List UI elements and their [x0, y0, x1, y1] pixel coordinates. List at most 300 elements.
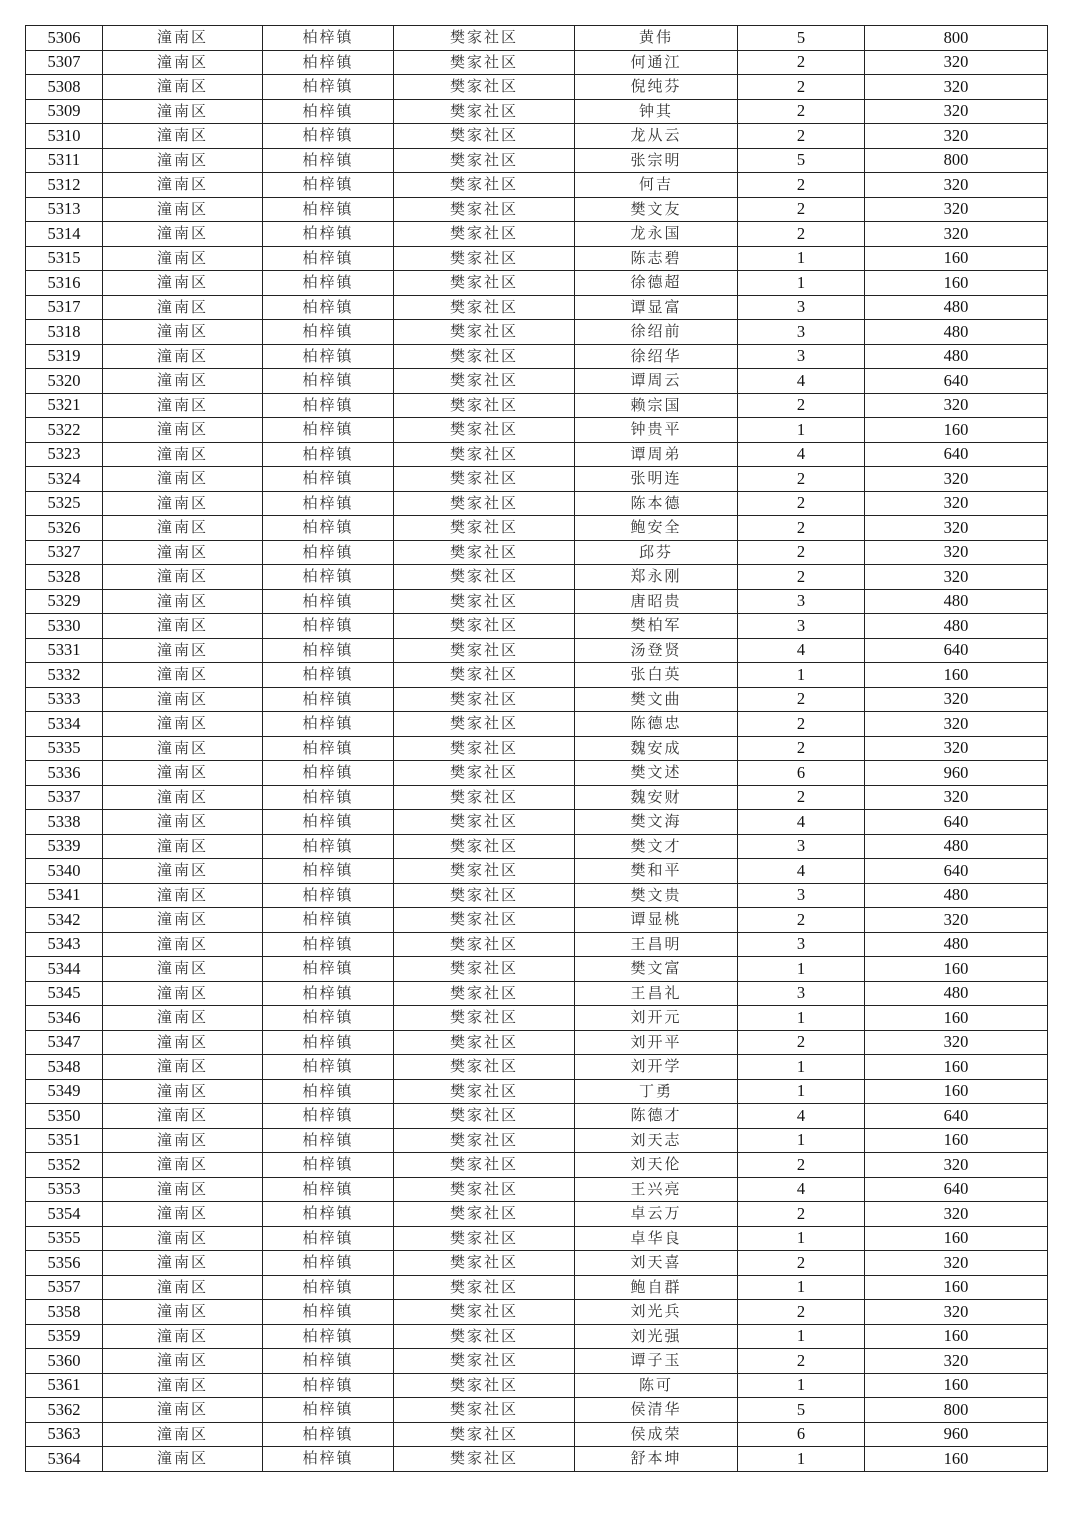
- amount-cell: 160: [865, 1055, 1048, 1080]
- row-number-cell: 5345: [26, 981, 103, 1006]
- district-cell: 潼南区: [103, 1447, 263, 1472]
- table-row: [26, 834, 1048, 859]
- community-cell: 樊家社区: [394, 271, 575, 296]
- household-count-cell: 3: [738, 320, 865, 345]
- town-cell: 柏梓镇: [263, 810, 394, 835]
- household-count-cell: 1: [738, 957, 865, 982]
- community-cell: 樊家社区: [394, 246, 575, 271]
- table-row: [26, 1251, 1048, 1276]
- household-count-cell: 4: [738, 1177, 865, 1202]
- district-cell: 潼南区: [103, 173, 263, 198]
- table-row: [26, 344, 1048, 369]
- amount-cell: 480: [865, 589, 1048, 614]
- community-cell: 樊家社区: [394, 1153, 575, 1178]
- town-cell: 柏梓镇: [263, 26, 394, 51]
- name-cell: 刘天伦: [575, 1153, 738, 1178]
- table-row: [26, 859, 1048, 884]
- household-count-cell: 2: [738, 1153, 865, 1178]
- name-cell: 魏安成: [575, 736, 738, 761]
- table-row: [26, 589, 1048, 614]
- name-cell: 鲍自群: [575, 1275, 738, 1300]
- household-count-cell: 1: [738, 1226, 865, 1251]
- household-count-cell: 2: [738, 1202, 865, 1227]
- district-cell: 潼南区: [103, 540, 263, 565]
- row-number-cell: 5335: [26, 736, 103, 761]
- row-number-cell: 5352: [26, 1153, 103, 1178]
- household-count-cell: 2: [738, 197, 865, 222]
- amount-cell: 320: [865, 173, 1048, 198]
- row-number-cell: 5323: [26, 442, 103, 467]
- town-cell: 柏梓镇: [263, 467, 394, 492]
- row-number-cell: 5338: [26, 810, 103, 835]
- district-cell: 潼南区: [103, 1177, 263, 1202]
- household-count-cell: 1: [738, 246, 865, 271]
- table-row: [26, 393, 1048, 418]
- table-row: [26, 271, 1048, 296]
- town-cell: 柏梓镇: [263, 565, 394, 590]
- district-cell: 潼南区: [103, 712, 263, 737]
- table-row: [26, 908, 1048, 933]
- town-cell: 柏梓镇: [263, 75, 394, 100]
- table-row: [26, 418, 1048, 443]
- district-cell: 潼南区: [103, 1153, 263, 1178]
- town-cell: 柏梓镇: [263, 1349, 394, 1374]
- town-cell: 柏梓镇: [263, 1275, 394, 1300]
- table-row: [26, 883, 1048, 908]
- community-cell: 樊家社区: [394, 393, 575, 418]
- amount-cell: 160: [865, 1128, 1048, 1153]
- row-number-cell: 5318: [26, 320, 103, 345]
- town-cell: 柏梓镇: [263, 1030, 394, 1055]
- district-cell: 潼南区: [103, 1202, 263, 1227]
- town-cell: 柏梓镇: [263, 418, 394, 443]
- town-cell: 柏梓镇: [263, 491, 394, 516]
- town-cell: 柏梓镇: [263, 589, 394, 614]
- table-row: [26, 1006, 1048, 1031]
- community-cell: 樊家社区: [394, 344, 575, 369]
- row-number-cell: 5327: [26, 540, 103, 565]
- table-body: [26, 26, 1048, 1472]
- row-number-cell: 5330: [26, 614, 103, 639]
- amount-cell: 480: [865, 344, 1048, 369]
- row-number-cell: 5329: [26, 589, 103, 614]
- amount-cell: 320: [865, 516, 1048, 541]
- row-number-cell: 5320: [26, 369, 103, 394]
- name-cell: 侯清华: [575, 1398, 738, 1423]
- name-cell: 刘天志: [575, 1128, 738, 1153]
- district-cell: 潼南区: [103, 344, 263, 369]
- amount-cell: 160: [865, 957, 1048, 982]
- amount-cell: 320: [865, 908, 1048, 933]
- community-cell: 樊家社区: [394, 736, 575, 761]
- name-cell: 何吉: [575, 173, 738, 198]
- town-cell: 柏梓镇: [263, 932, 394, 957]
- town-cell: 柏梓镇: [263, 638, 394, 663]
- district-cell: 潼南区: [103, 810, 263, 835]
- table-row: [26, 981, 1048, 1006]
- household-count-cell: 2: [738, 785, 865, 810]
- table-row: [26, 1055, 1048, 1080]
- name-cell: 钟贵平: [575, 418, 738, 443]
- district-cell: 潼南区: [103, 1251, 263, 1276]
- district-cell: 潼南区: [103, 26, 263, 51]
- district-cell: 潼南区: [103, 883, 263, 908]
- name-cell: 樊文富: [575, 957, 738, 982]
- table-row: [26, 148, 1048, 173]
- row-number-cell: 5325: [26, 491, 103, 516]
- name-cell: 刘开平: [575, 1030, 738, 1055]
- amount-cell: 320: [865, 1153, 1048, 1178]
- town-cell: 柏梓镇: [263, 516, 394, 541]
- row-number-cell: 5328: [26, 565, 103, 590]
- name-cell: 刘开学: [575, 1055, 738, 1080]
- community-cell: 樊家社区: [394, 712, 575, 737]
- household-count-cell: 1: [738, 1324, 865, 1349]
- town-cell: 柏梓镇: [263, 1079, 394, 1104]
- community-cell: 樊家社区: [394, 565, 575, 590]
- name-cell: 王昌礼: [575, 981, 738, 1006]
- household-count-cell: 2: [738, 1300, 865, 1325]
- table-row: [26, 1202, 1048, 1227]
- district-cell: 潼南区: [103, 418, 263, 443]
- district-cell: 潼南区: [103, 687, 263, 712]
- name-cell: 张白英: [575, 663, 738, 688]
- household-count-cell: 3: [738, 981, 865, 1006]
- household-count-cell: 3: [738, 344, 865, 369]
- table-row: [26, 761, 1048, 786]
- row-number-cell: 5331: [26, 638, 103, 663]
- district-cell: 潼南区: [103, 491, 263, 516]
- name-cell: 钟其: [575, 99, 738, 124]
- district-cell: 潼南区: [103, 442, 263, 467]
- row-number-cell: 5361: [26, 1373, 103, 1398]
- district-cell: 潼南区: [103, 124, 263, 149]
- amount-cell: 480: [865, 883, 1048, 908]
- row-number-cell: 5319: [26, 344, 103, 369]
- district-cell: 潼南区: [103, 99, 263, 124]
- name-cell: 陈德忠: [575, 712, 738, 737]
- name-cell: 王兴亮: [575, 1177, 738, 1202]
- table-row: [26, 99, 1048, 124]
- town-cell: 柏梓镇: [263, 1398, 394, 1423]
- community-cell: 樊家社区: [394, 442, 575, 467]
- district-cell: 潼南区: [103, 1104, 263, 1129]
- town-cell: 柏梓镇: [263, 736, 394, 761]
- district-cell: 潼南区: [103, 197, 263, 222]
- name-cell: 樊文曲: [575, 687, 738, 712]
- town-cell: 柏梓镇: [263, 1104, 394, 1129]
- town-cell: 柏梓镇: [263, 908, 394, 933]
- district-cell: 潼南区: [103, 1398, 263, 1423]
- amount-cell: 960: [865, 761, 1048, 786]
- name-cell: 丁勇: [575, 1079, 738, 1104]
- name-cell: 谭周弟: [575, 442, 738, 467]
- row-number-cell: 5351: [26, 1128, 103, 1153]
- town-cell: 柏梓镇: [263, 197, 394, 222]
- amount-cell: 320: [865, 50, 1048, 75]
- district-cell: 潼南区: [103, 1030, 263, 1055]
- town-cell: 柏梓镇: [263, 1373, 394, 1398]
- amount-cell: 160: [865, 1006, 1048, 1031]
- town-cell: 柏梓镇: [263, 246, 394, 271]
- table-row: [26, 1422, 1048, 1447]
- household-count-cell: 2: [738, 565, 865, 590]
- name-cell: 刘光强: [575, 1324, 738, 1349]
- district-cell: 潼南区: [103, 1128, 263, 1153]
- town-cell: 柏梓镇: [263, 148, 394, 173]
- row-number-cell: 5341: [26, 883, 103, 908]
- name-cell: 汤登贤: [575, 638, 738, 663]
- row-number-cell: 5307: [26, 50, 103, 75]
- town-cell: 柏梓镇: [263, 785, 394, 810]
- name-cell: 倪纯芬: [575, 75, 738, 100]
- amount-cell: 480: [865, 295, 1048, 320]
- household-count-cell: 2: [738, 1251, 865, 1276]
- community-cell: 樊家社区: [394, 1398, 575, 1423]
- household-count-cell: 2: [738, 124, 865, 149]
- town-cell: 柏梓镇: [263, 344, 394, 369]
- district-cell: 潼南区: [103, 736, 263, 761]
- district-cell: 潼南区: [103, 981, 263, 1006]
- town-cell: 柏梓镇: [263, 295, 394, 320]
- table-row: [26, 1079, 1048, 1104]
- amount-cell: 160: [865, 1226, 1048, 1251]
- community-cell: 樊家社区: [394, 99, 575, 124]
- row-number-cell: 5353: [26, 1177, 103, 1202]
- town-cell: 柏梓镇: [263, 883, 394, 908]
- household-count-cell: 1: [738, 663, 865, 688]
- table-row: [26, 75, 1048, 100]
- community-cell: 樊家社区: [394, 222, 575, 247]
- row-number-cell: 5362: [26, 1398, 103, 1423]
- table-row: [26, 1226, 1048, 1251]
- amount-cell: 320: [865, 222, 1048, 247]
- name-cell: 樊文贵: [575, 883, 738, 908]
- community-cell: 樊家社区: [394, 1422, 575, 1447]
- community-cell: 樊家社区: [394, 810, 575, 835]
- table-row: [26, 932, 1048, 957]
- name-cell: 卓华良: [575, 1226, 738, 1251]
- town-cell: 柏梓镇: [263, 1226, 394, 1251]
- community-cell: 樊家社区: [394, 957, 575, 982]
- row-number-cell: 5358: [26, 1300, 103, 1325]
- name-cell: 樊文海: [575, 810, 738, 835]
- table-row: [26, 957, 1048, 982]
- household-count-cell: 4: [738, 442, 865, 467]
- district-cell: 潼南区: [103, 75, 263, 100]
- amount-cell: 640: [865, 638, 1048, 663]
- town-cell: 柏梓镇: [263, 1128, 394, 1153]
- table-row: [26, 1398, 1048, 1423]
- row-number-cell: 5357: [26, 1275, 103, 1300]
- district-cell: 潼南区: [103, 271, 263, 296]
- community-cell: 樊家社区: [394, 589, 575, 614]
- district-cell: 潼南区: [103, 908, 263, 933]
- town-cell: 柏梓镇: [263, 1006, 394, 1031]
- row-number-cell: 5337: [26, 785, 103, 810]
- amount-cell: 480: [865, 834, 1048, 859]
- household-count-cell: 2: [738, 908, 865, 933]
- name-cell: 张宗明: [575, 148, 738, 173]
- amount-cell: 320: [865, 736, 1048, 761]
- household-count-cell: 4: [738, 859, 865, 884]
- town-cell: 柏梓镇: [263, 50, 394, 75]
- table-row: [26, 1373, 1048, 1398]
- town-cell: 柏梓镇: [263, 124, 394, 149]
- row-number-cell: 5344: [26, 957, 103, 982]
- table-row: [26, 1128, 1048, 1153]
- table-row: [26, 1349, 1048, 1374]
- household-count-cell: 1: [738, 1373, 865, 1398]
- community-cell: 樊家社区: [394, 148, 575, 173]
- household-count-cell: 2: [738, 99, 865, 124]
- name-cell: 侯成荣: [575, 1422, 738, 1447]
- amount-cell: 320: [865, 1251, 1048, 1276]
- town-cell: 柏梓镇: [263, 1447, 394, 1472]
- amount-cell: 800: [865, 26, 1048, 51]
- town-cell: 柏梓镇: [263, 663, 394, 688]
- community-cell: 樊家社区: [394, 1079, 575, 1104]
- table-row: [26, 1104, 1048, 1129]
- name-cell: 樊文述: [575, 761, 738, 786]
- district-cell: 潼南区: [103, 1349, 263, 1374]
- amount-cell: 320: [865, 1202, 1048, 1227]
- town-cell: 柏梓镇: [263, 1177, 394, 1202]
- community-cell: 樊家社区: [394, 908, 575, 933]
- amount-cell: 320: [865, 197, 1048, 222]
- row-number-cell: 5346: [26, 1006, 103, 1031]
- community-cell: 樊家社区: [394, 1324, 575, 1349]
- row-number-cell: 5348: [26, 1055, 103, 1080]
- community-cell: 樊家社区: [394, 785, 575, 810]
- name-cell: 何通江: [575, 50, 738, 75]
- name-cell: 张明连: [575, 467, 738, 492]
- community-cell: 樊家社区: [394, 124, 575, 149]
- amount-cell: 160: [865, 418, 1048, 443]
- amount-cell: 160: [865, 663, 1048, 688]
- household-count-cell: 1: [738, 1006, 865, 1031]
- row-number-cell: 5306: [26, 26, 103, 51]
- amount-cell: 160: [865, 1373, 1048, 1398]
- household-count-cell: 3: [738, 614, 865, 639]
- amount-cell: 640: [865, 810, 1048, 835]
- community-cell: 樊家社区: [394, 540, 575, 565]
- household-count-cell: 2: [738, 736, 865, 761]
- community-cell: 樊家社区: [394, 1104, 575, 1129]
- household-count-cell: 3: [738, 295, 865, 320]
- amount-cell: 800: [865, 148, 1048, 173]
- town-cell: 柏梓镇: [263, 1422, 394, 1447]
- community-cell: 樊家社区: [394, 663, 575, 688]
- name-cell: 黄伟: [575, 26, 738, 51]
- amount-cell: 320: [865, 565, 1048, 590]
- town-cell: 柏梓镇: [263, 369, 394, 394]
- row-number-cell: 5340: [26, 859, 103, 884]
- row-number-cell: 5334: [26, 712, 103, 737]
- district-cell: 潼南区: [103, 1422, 263, 1447]
- community-cell: 樊家社区: [394, 197, 575, 222]
- district-cell: 潼南区: [103, 393, 263, 418]
- district-cell: 潼南区: [103, 295, 263, 320]
- row-number-cell: 5354: [26, 1202, 103, 1227]
- name-cell: 谭显桃: [575, 908, 738, 933]
- table-row: [26, 638, 1048, 663]
- amount-cell: 960: [865, 1422, 1048, 1447]
- row-number-cell: 5314: [26, 222, 103, 247]
- name-cell: 邱芬: [575, 540, 738, 565]
- roster-table: [25, 25, 1048, 1472]
- name-cell: 刘光兵: [575, 1300, 738, 1325]
- community-cell: 樊家社区: [394, 614, 575, 639]
- district-cell: 潼南区: [103, 1300, 263, 1325]
- amount-cell: 320: [865, 1349, 1048, 1374]
- name-cell: 陈志碧: [575, 246, 738, 271]
- table-row: [26, 1177, 1048, 1202]
- household-count-cell: 3: [738, 883, 865, 908]
- district-cell: 潼南区: [103, 663, 263, 688]
- table-row: [26, 295, 1048, 320]
- community-cell: 樊家社区: [394, 467, 575, 492]
- town-cell: 柏梓镇: [263, 320, 394, 345]
- name-cell: 谭周云: [575, 369, 738, 394]
- district-cell: 潼南区: [103, 50, 263, 75]
- community-cell: 樊家社区: [394, 491, 575, 516]
- amount-cell: 320: [865, 393, 1048, 418]
- household-count-cell: 1: [738, 271, 865, 296]
- amount-cell: 160: [865, 1079, 1048, 1104]
- household-count-cell: 3: [738, 589, 865, 614]
- amount-cell: 320: [865, 785, 1048, 810]
- table-row: [26, 491, 1048, 516]
- amount-cell: 320: [865, 467, 1048, 492]
- household-count-cell: 1: [738, 1447, 865, 1472]
- table-row: [26, 614, 1048, 639]
- row-number-cell: 5316: [26, 271, 103, 296]
- household-count-cell: 4: [738, 369, 865, 394]
- amount-cell: 320: [865, 491, 1048, 516]
- table-row: [26, 320, 1048, 345]
- household-count-cell: 2: [738, 540, 865, 565]
- name-cell: 郑永刚: [575, 565, 738, 590]
- name-cell: 樊文友: [575, 197, 738, 222]
- district-cell: 潼南区: [103, 148, 263, 173]
- town-cell: 柏梓镇: [263, 834, 394, 859]
- household-count-cell: 2: [738, 173, 865, 198]
- amount-cell: 640: [865, 1177, 1048, 1202]
- table-row: [26, 26, 1048, 51]
- district-cell: 潼南区: [103, 932, 263, 957]
- amount-cell: 320: [865, 540, 1048, 565]
- amount-cell: 160: [865, 246, 1048, 271]
- table-row: [26, 516, 1048, 541]
- table-row: [26, 687, 1048, 712]
- community-cell: 樊家社区: [394, 26, 575, 51]
- amount-cell: 320: [865, 99, 1048, 124]
- district-cell: 潼南区: [103, 638, 263, 663]
- district-cell: 潼南区: [103, 761, 263, 786]
- community-cell: 樊家社区: [394, 1006, 575, 1031]
- household-count-cell: 2: [738, 491, 865, 516]
- name-cell: 陈德才: [575, 1104, 738, 1129]
- household-count-cell: 4: [738, 638, 865, 663]
- district-cell: 潼南区: [103, 467, 263, 492]
- community-cell: 樊家社区: [394, 1128, 575, 1153]
- town-cell: 柏梓镇: [263, 981, 394, 1006]
- community-cell: 樊家社区: [394, 1300, 575, 1325]
- household-count-cell: 2: [738, 50, 865, 75]
- row-number-cell: 5355: [26, 1226, 103, 1251]
- name-cell: 龙永国: [575, 222, 738, 247]
